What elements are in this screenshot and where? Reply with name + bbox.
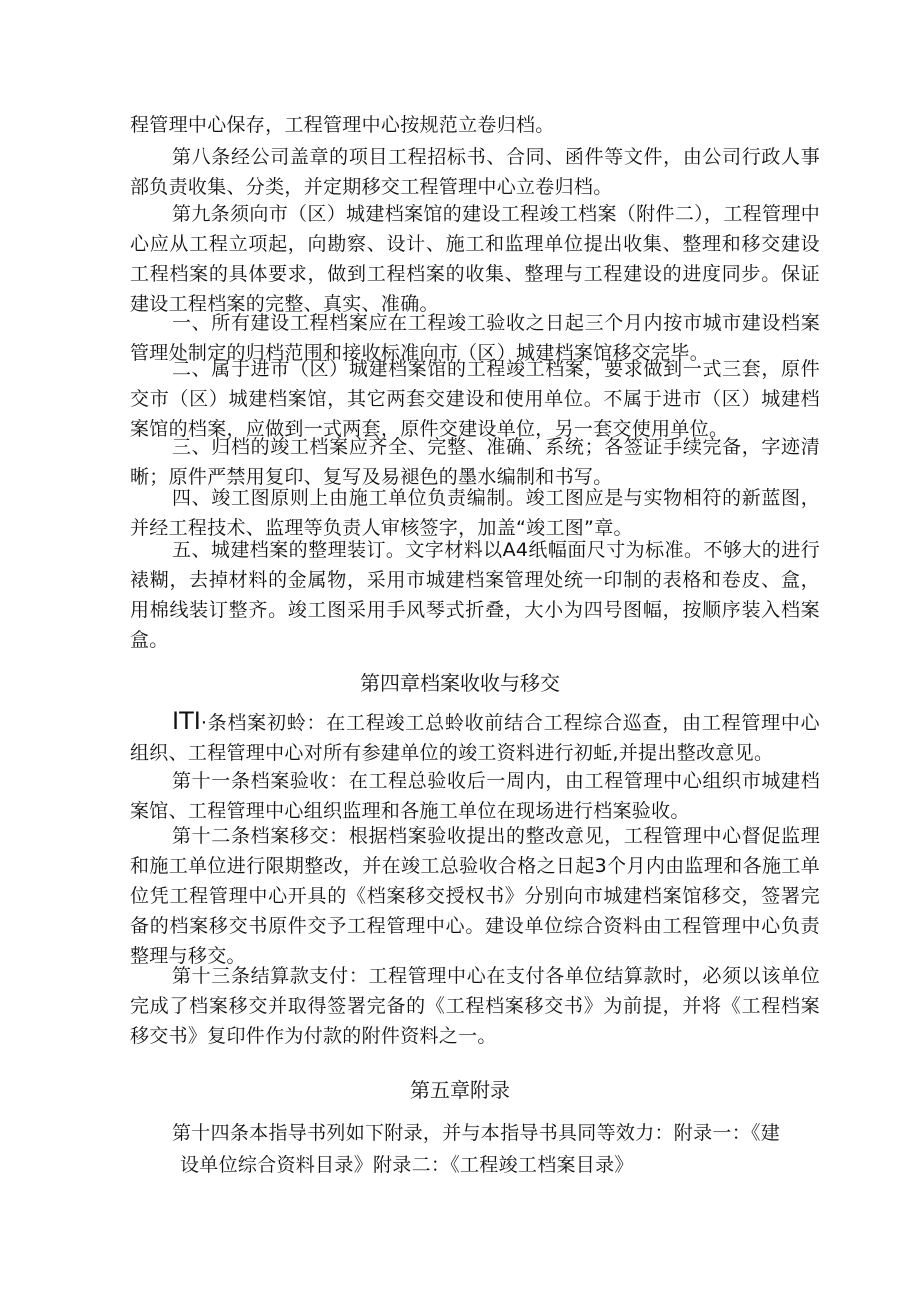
paragraph-article-14-line-1: 第十四条本指导书列如下附录，并与本指导书具同等效力：附录一：《建 [172,1122,781,1144]
paragraph-item-5: 五、城建档案的整理装订。文字材料以A4纸幅面尺寸为标准。不够大的进行裱糊，去掉材料的金属物，采用市城建档案管理处统一印制的表格和卷皮、盒，用棉线装订整齐。竣工图采用手风琴式折叠，大小为四号图幅，按顺序装入档案盒。 [130,539,820,651]
paragraph-article-10 [130,706,820,768]
paragraph-item-2: 二、属于进市（区）城建档案馆的工程竣工档案，要求做到一式三套，原件交市（区）城建档案馆，其它两套交建设和使用单位。不属于进市（区）城建档案馆的档案，应做到一式两套，原件交建设单位，另一套交使用单位。 [130,358,820,440]
paragraph-item-3: 三、归档的竣工档案应齐全、完整、准确、系统；各签证手续完备，字迹清晰；原件严禁用复印、复写及易褪色的墨水编制和书写。 [130,436,820,488]
paragraph-article-12: 第十二条档案移交：根据档案验收提出的整改意见，工程管理中心督促监理和施工单位进行限期整改，并在竣工总验收合格之日起3个月内由监理和各施工单位凭工程管理中心开具的《档案移交授权书》分别向市城建档案馆移交，签署完备的档案移交书原件交予工程管理中心。建设单位综合资料由工程管理中心负责整理与移交。 [130,825,820,967]
chapter-5-heading: 第五章附录 [410,1078,510,1102]
paragraph-article-8: 第八条经公司盖章的项目工程招标书、合同、函件等文件，由公司行政人事部负责收集、分类，并定期移交工程管理中心立卷归档。 [130,146,820,198]
paragraph-continuation: 程管理中心保存，工程管理中心按规范立卷归档。 [130,114,555,136]
paragraph-article-11: 第十一条档案验收：在工程总验收后一周内，由工程管理中心组织市城建档案馆、工程管理中心组织监理和各施工单位在现场进行档案验收。 [130,770,820,822]
chapter-4-heading: 第四章档案收收与移交 [360,671,560,695]
paragraph-article-9: 第九条须向市（区）城建档案馆的建设工程竣工档案（附件二），工程管理中心应从工程立项起，向勘察、设计、施工和监理单位提出收集、整理和移交建设工程档案的具体要求，做到工程档案的收集、整理与工程建设的进度同步。保证建设工程档案的完整、真实、准确。 [130,203,820,315]
article-10-text: ·条档案初蛉：在工程竣工总蛉收前结合工程综合巡查，由工程管理中心组织、工程管理中心对所有参建单位的竣工资料进行初蚯,并提出整改意见。 [130,712,820,764]
paragraph-article-14-line-2: 设单位综合资料目录》附录二：《工程竣工档案目录》 [180,1154,634,1176]
article-10-prefix: ITI [172,707,201,735]
paragraph-article-13: 第十三条结算款支付：工程管理中心在支付各单位结算款时，必须以该单位完成了档案移交并取得签署完备的《工程档案移交书》为前提，并将《工程档案移交书》复印件作为付款的附件资料之一。 [130,965,820,1047]
paragraph-item-4: 四、竣工图原则上由施工单位负责编制。竣工图应是与实物相符的新蓝图，并经工程技术、监理等负责人审核签字，加盖“竣工图”章。 [130,487,820,539]
paragraph-item-1: 一、所有建设工程档案应在工程竣工验收之日起三个月内按市城市建设档案管理处制定的归档范围和接收标准向市（区）城建档案馆移交完毕。 [130,312,820,364]
